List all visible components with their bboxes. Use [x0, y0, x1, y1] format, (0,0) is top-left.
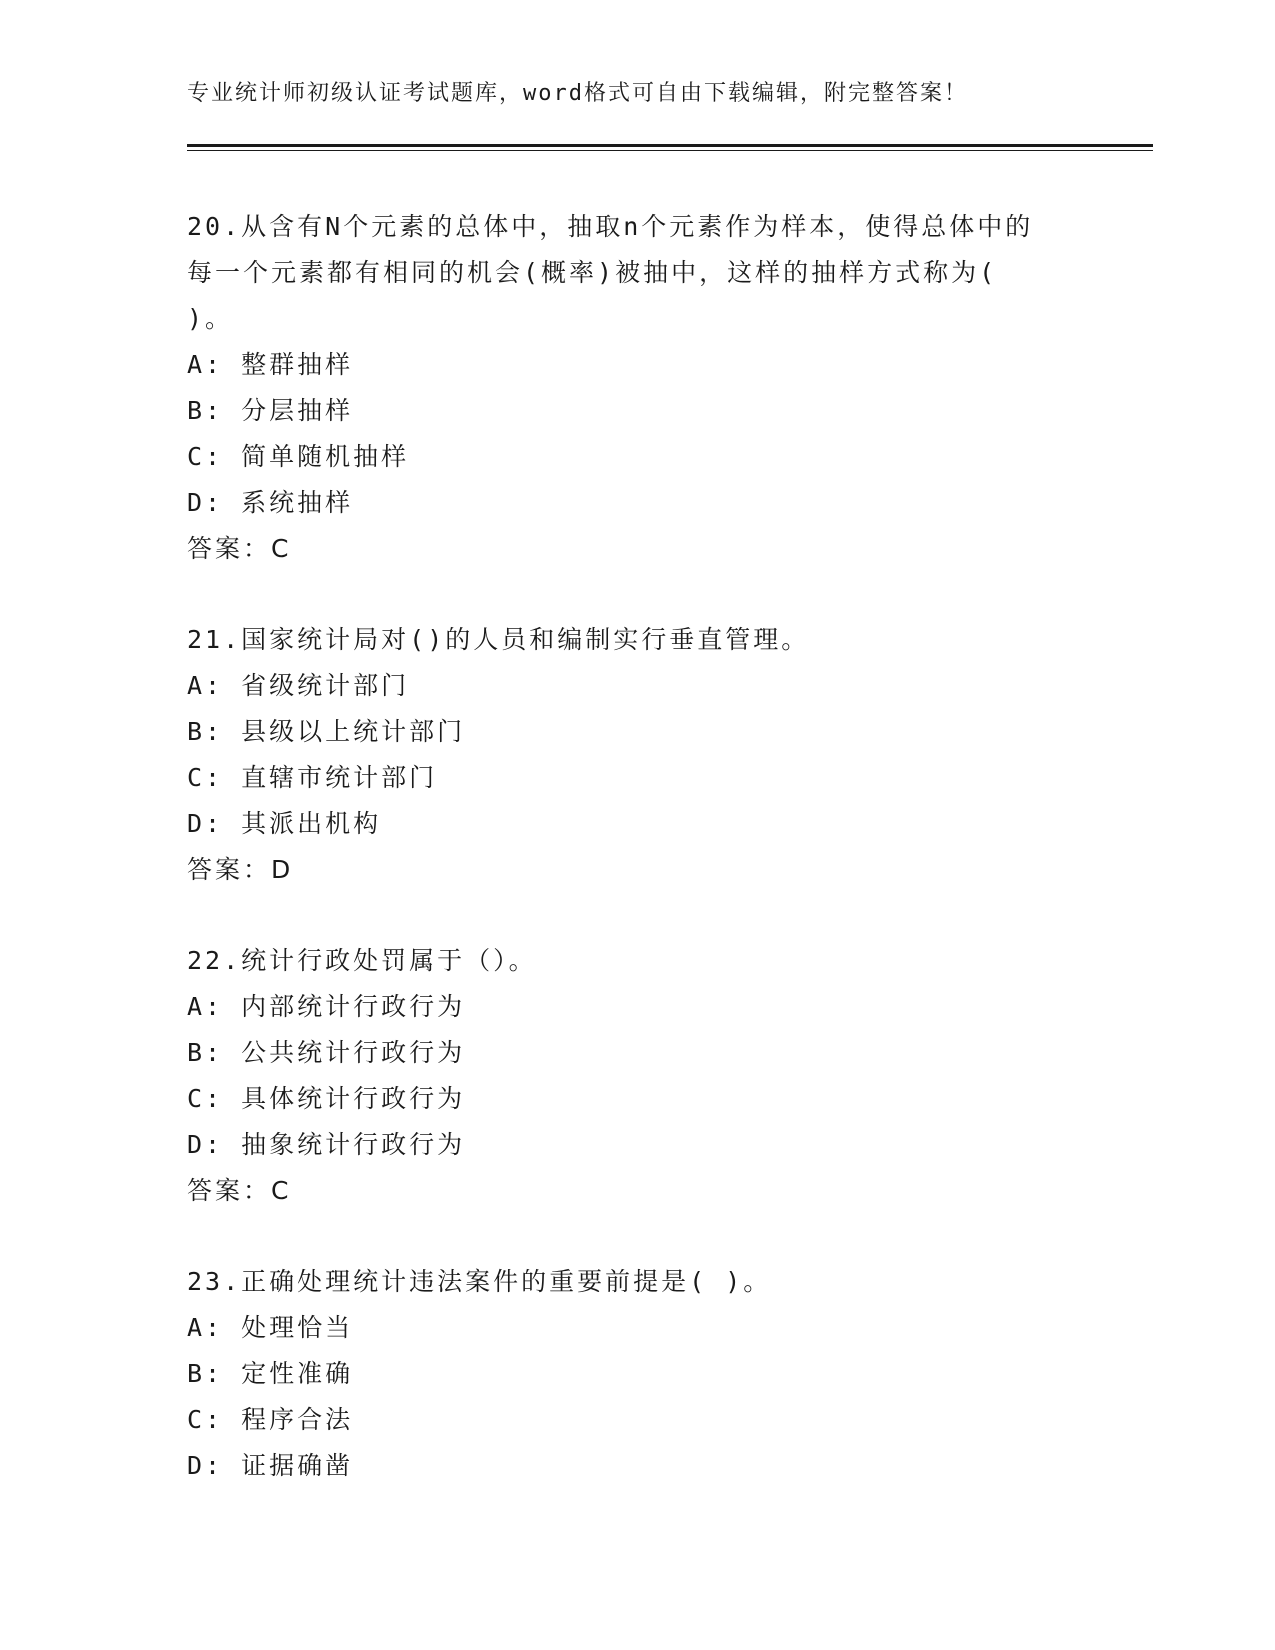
option-c: C: 程序合法: [187, 1405, 354, 1434]
question-stem-line: 22.统计行政处罚属于（）。: [187, 946, 537, 975]
option-b: B: 分层抽样: [187, 396, 354, 425]
option-c: C: 具体统计行政行为: [187, 1084, 466, 1113]
option-d: D: 其派出机构: [187, 809, 382, 838]
page-header: 专业统计师初级认证考试题库，word格式可自由下载编辑，附完整答案！: [187, 81, 968, 106]
option-d: D: 系统抽样: [187, 488, 354, 517]
question-list: [187, 204, 1107, 1534]
question-20: [187, 204, 1107, 572]
option-b: B: 县级以上统计部门: [187, 717, 466, 746]
option-d: D: 证据确凿: [187, 1451, 354, 1480]
question-stem-line: 每一个元素都有相同的机会(概率)被抽中，这样的抽样方式称为(: [187, 258, 998, 287]
answer-line: 答案：C: [187, 534, 292, 563]
option-c: C: 直辖市统计部门: [187, 763, 438, 792]
question-21: [187, 617, 1107, 893]
question-22: [187, 938, 1107, 1214]
question-stem-line: 23.正确处理统计违法案件的重要前提是( )。: [187, 1267, 772, 1296]
answer-line: 答案：C: [187, 1176, 292, 1205]
option-a: A: 整群抽样: [187, 350, 354, 379]
option-b: B: 定性准确: [187, 1359, 354, 1388]
question-stem-line: 21.国家统计局对()的人员和编制实行垂直管理。: [187, 625, 810, 654]
option-a: A: 内部统计行政行为: [187, 992, 466, 1021]
answer-line: 答案：D: [187, 855, 294, 884]
header-rule-thin: [187, 150, 1153, 151]
question-23: [187, 1259, 1107, 1489]
question-stem-line: 20.从含有N个元素的总体中，抽取n个元素作为样本，使得总体中的: [187, 212, 1034, 241]
question-stem-line: )。: [187, 304, 234, 333]
option-a: A: 处理恰当: [187, 1313, 354, 1342]
option-b: B: 公共统计行政行为: [187, 1038, 466, 1067]
option-d: D: 抽象统计行政行为: [187, 1130, 466, 1159]
option-a: A: 省级统计部门: [187, 671, 410, 700]
option-c: C: 简单随机抽样: [187, 442, 410, 471]
header-rule-thick: [187, 144, 1153, 147]
